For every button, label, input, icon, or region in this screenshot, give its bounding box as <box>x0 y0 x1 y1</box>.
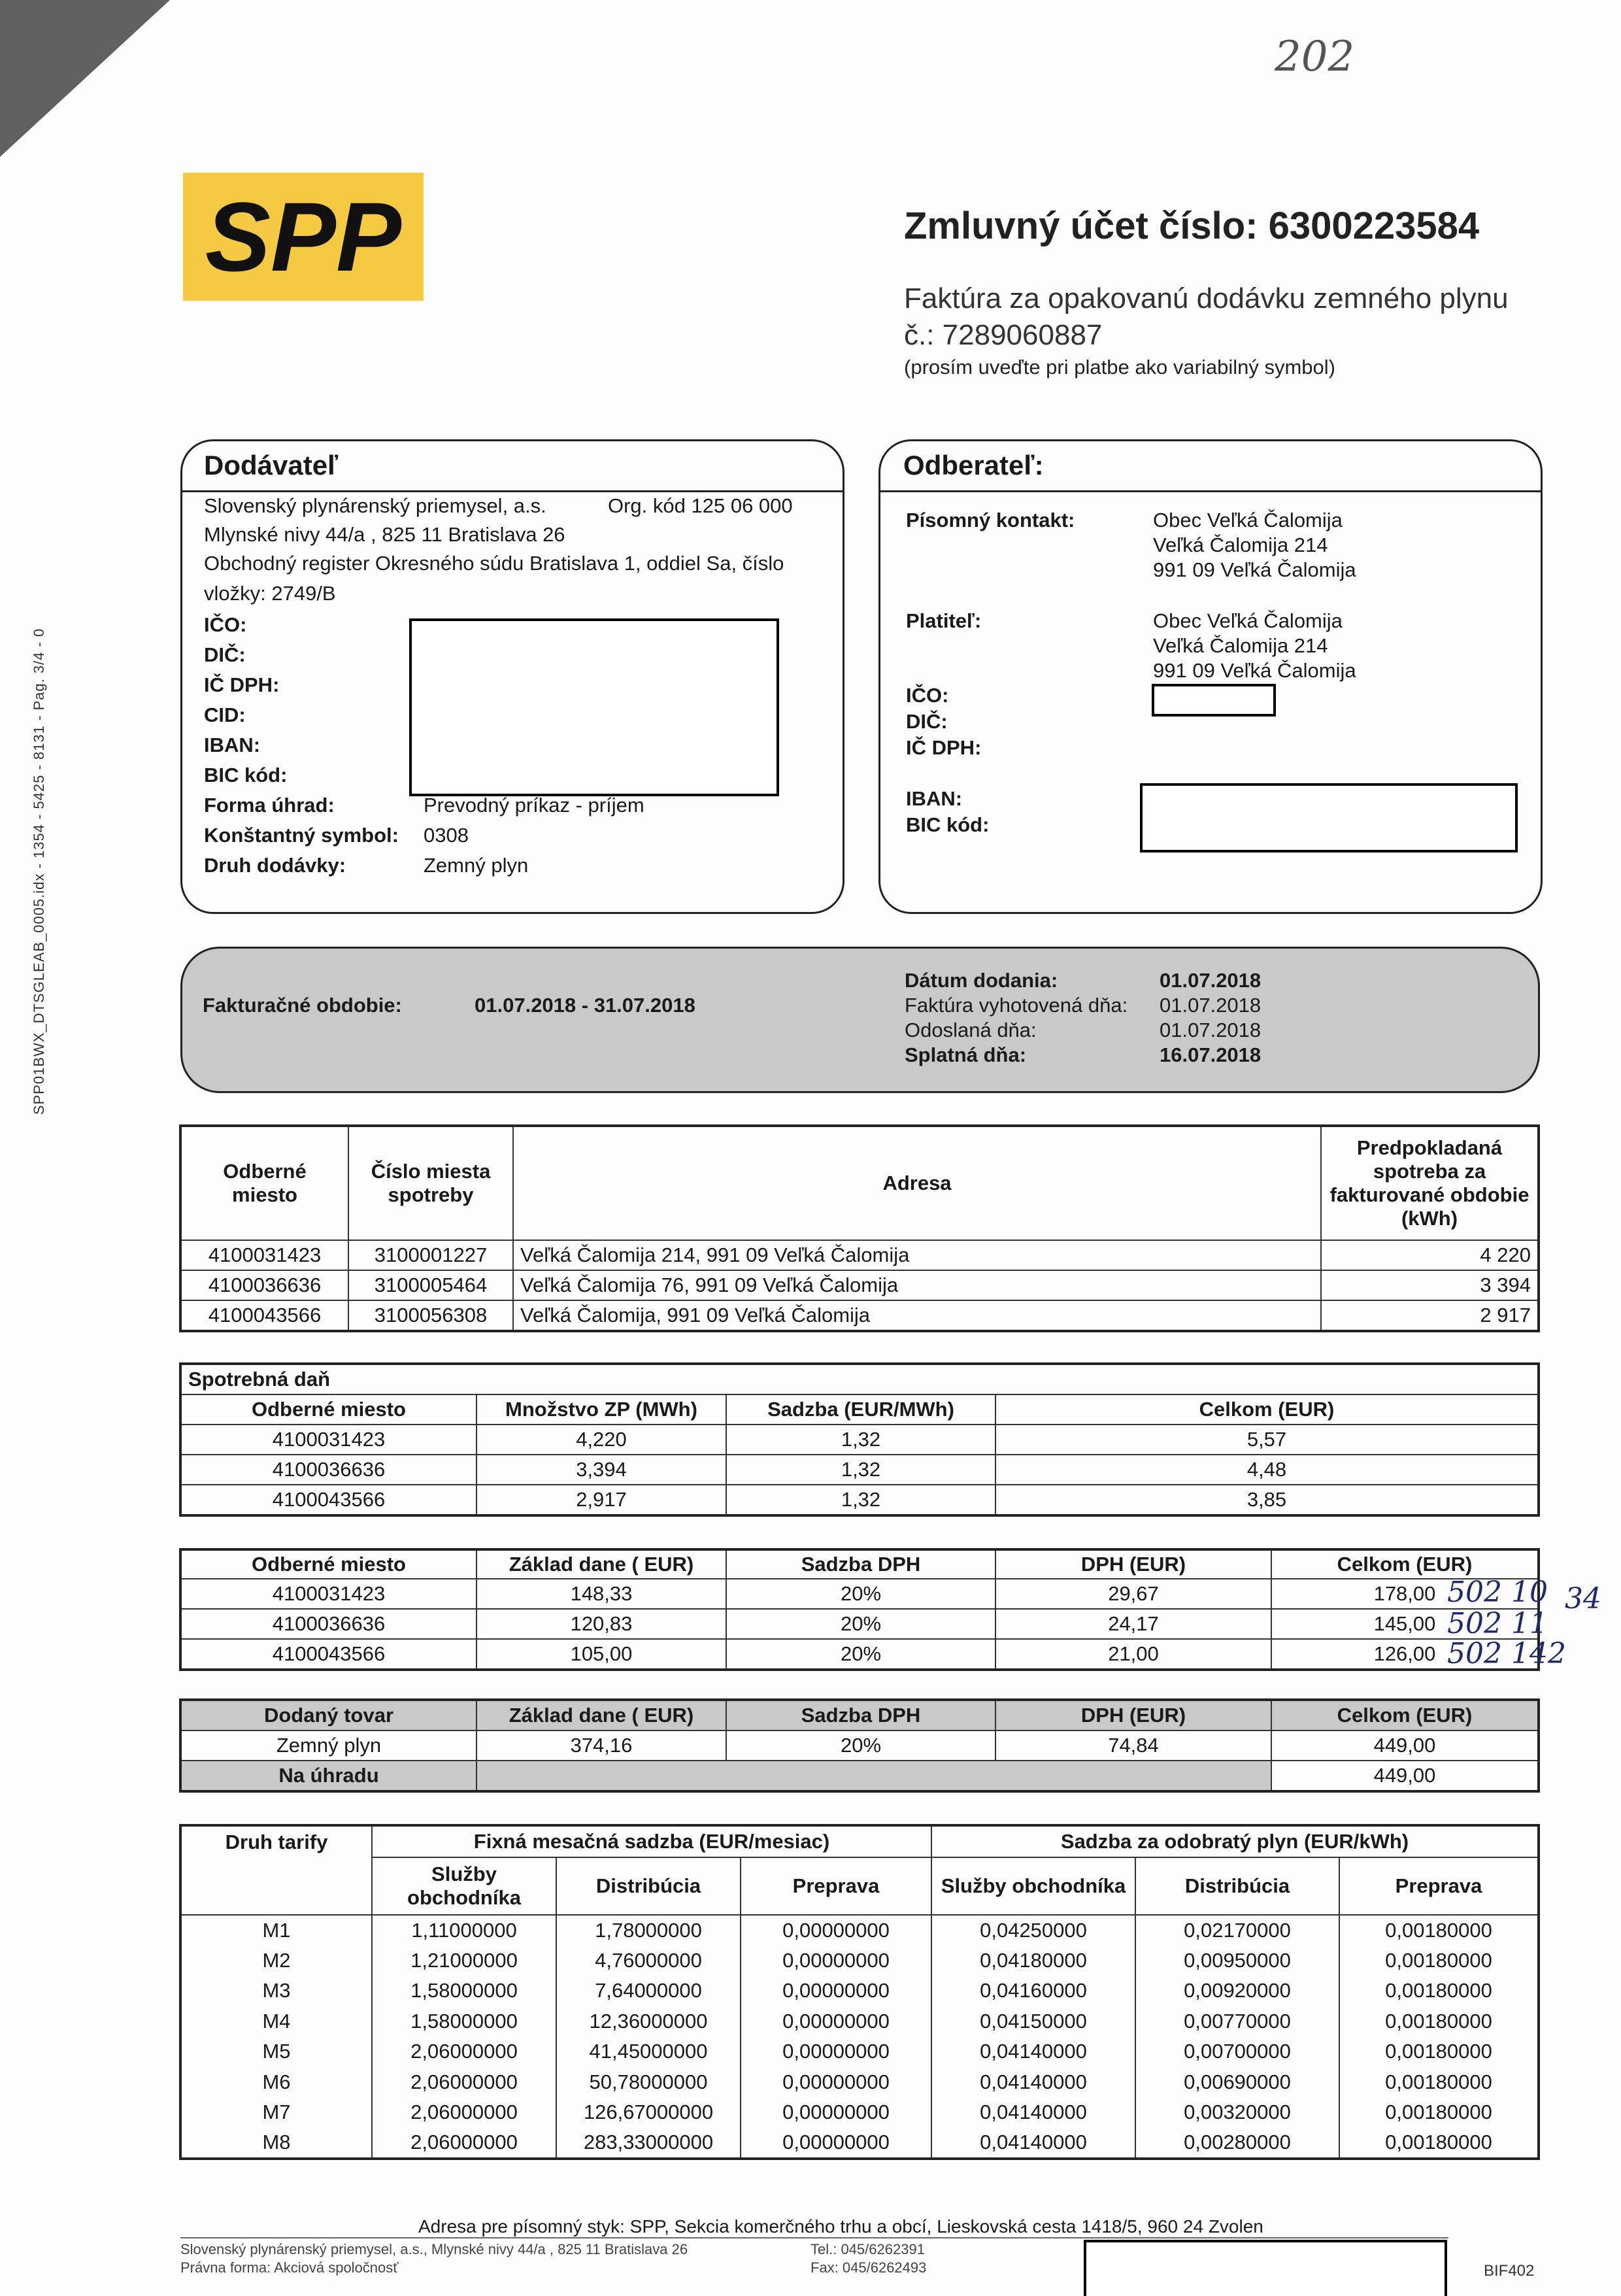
tariff-cell: 0,04140000 <box>931 2097 1135 2128</box>
customer-iban-label: IBAN: <box>906 787 963 810</box>
tariff-cell: M3 <box>181 1976 372 2006</box>
tariff-cell: 0,00320000 <box>1135 2097 1339 2128</box>
tariff-cell: 0,00700000 <box>1135 2036 1339 2067</box>
table-row <box>181 1730 1538 1761</box>
table-cell: 29,67 <box>995 1579 1271 1609</box>
contact-line: Obec Veľká Čalomija <box>1153 509 1343 532</box>
tariff-cell: 0,04180000 <box>931 1946 1135 1976</box>
table-cell: 3,394 <box>476 1455 726 1485</box>
tariff-row <box>181 1976 1538 2006</box>
amount-due-value: 449,00 <box>1271 1761 1538 1791</box>
tariff-row <box>181 2097 1538 2128</box>
table-row <box>181 1425 1538 1455</box>
customer-ico-label: IČO: <box>906 684 949 707</box>
tariff-cell: 0,04140000 <box>931 2128 1135 2159</box>
tariff-cell: M2 <box>181 1946 372 1976</box>
tariff-cell: 0,00000000 <box>741 2006 931 2037</box>
table-cell: Odberné miesto <box>181 1550 476 1579</box>
tariff-cell: 0,00000000 <box>741 1976 931 2006</box>
delivery-date-label: Dátum dodania: <box>905 969 1058 992</box>
table-cell: Dodaný tovar <box>181 1700 476 1730</box>
invoice-number: č.: 7289060887 <box>904 319 1103 351</box>
tariff-cell: 0,04250000 <box>931 1915 1135 1946</box>
sent-label: Odoslaná dňa: <box>905 1019 1037 1041</box>
contact-line: Veľká Čalomija 214 <box>1153 533 1328 556</box>
supplier-dic-label: DIČ: <box>204 643 246 666</box>
tariff-cell: 2,06000000 <box>372 2067 556 2098</box>
table-cell: Sadzba za odobratý plyn (EUR/kWh) <box>931 1826 1538 1857</box>
table-row <box>181 1394 1538 1425</box>
table-cell: 1,32 <box>726 1455 995 1485</box>
table-cell: 2,917 <box>476 1485 726 1515</box>
table-cell: Celkom (EUR) <box>1271 1550 1538 1579</box>
table-row <box>181 1270 1538 1300</box>
table-cell: 4100043566 <box>181 1639 476 1669</box>
issued-value: 01.07.2018 <box>1160 994 1262 1017</box>
delivery-type-label: Druh dodávky: <box>204 854 346 877</box>
form-code: BIF402 <box>1484 2262 1535 2280</box>
tariff-cell: 0,02170000 <box>1135 1915 1339 1946</box>
handwritten-note: 502 10 <box>1447 1576 1548 1609</box>
tariff-cell: 0,00000000 <box>741 1915 931 1946</box>
table-cell: Odberné miesto <box>181 1394 476 1425</box>
tariff-cell: 7,64000000 <box>556 1976 741 2006</box>
consumption-places-table <box>180 1126 1539 1331</box>
table-cell: Sadzba DPH <box>726 1550 995 1579</box>
excise-tax-table <box>180 1364 1539 1515</box>
account-number-title: Zmluvný účet číslo: 6300223584 <box>904 205 1480 247</box>
tariff-cell: 0,00180000 <box>1339 2036 1538 2067</box>
table-cell: Zemný plyn <box>181 1730 476 1761</box>
table-row <box>181 1300 1538 1330</box>
table-cell: Celkom (EUR) <box>995 1394 1538 1425</box>
tariff-cell: 0,00180000 <box>1339 1946 1538 1976</box>
tariff-cell: M8 <box>181 2128 372 2159</box>
tariff-cell: 0,00920000 <box>1135 1976 1339 2006</box>
payer-line: 991 09 Veľká Čalomija <box>1153 659 1356 682</box>
due-date-value: 16.07.2018 <box>1160 1043 1262 1066</box>
invoice-title: Faktúra za opakovanú dodávku zemného plynu <box>904 282 1509 314</box>
handwritten-note: 502 11 <box>1447 1607 1548 1640</box>
tariff-cell: 12,36000000 <box>556 2006 741 2037</box>
tariff-cell: 1,21000000 <box>372 1946 556 1976</box>
table-cell: Druh tarify <box>181 1826 372 1915</box>
table-cell: 3100005464 <box>348 1270 513 1300</box>
table-cell: 3100001227 <box>348 1240 513 1270</box>
handwritten-note: 502 142 <box>1447 1637 1566 1670</box>
table-cell: 3,85 <box>995 1485 1538 1515</box>
table-cell: 3100056308 <box>348 1300 513 1330</box>
supplier-org-code: Org. kód 125 06 000 <box>608 494 793 517</box>
table-cell: 1,32 <box>726 1485 995 1515</box>
company-info: Slovenský plynárenský priemysel, a.s., Mlynské nivy 44/a , 825 11 Bratislava 26 <box>180 2241 688 2257</box>
table-cell: Základ dane ( EUR) <box>476 1550 726 1579</box>
supplier-bic-label: BIC kód: <box>204 764 288 786</box>
table-cell: 74,84 <box>995 1730 1271 1761</box>
table-cell: Na úhradu <box>181 1761 476 1791</box>
handwritten-note: 34 <box>1565 1582 1601 1615</box>
tariff-cell: M4 <box>181 2006 372 2037</box>
supplier-ico-label: IČO: <box>204 613 247 636</box>
table-row <box>181 1700 1538 1730</box>
table-cell: 148,33 <box>476 1579 726 1609</box>
customer-icdph-label: IČ DPH: <box>906 736 982 759</box>
tariff-table <box>180 1825 1539 2159</box>
table-cell: 374,16 <box>476 1730 726 1761</box>
payer-label: Platiteľ: <box>906 609 982 632</box>
supplier-address: Mlynské nivy 44/a , 825 11 Bratislava 26 <box>204 523 565 546</box>
sent-value: 01.07.2018 <box>1160 1019 1262 1041</box>
tariff-cell: 0,00180000 <box>1339 2097 1538 2128</box>
supplier-cid-label: CID: <box>204 703 246 726</box>
table-cell: 4100036636 <box>181 1270 348 1300</box>
table-row <box>181 1826 1538 1857</box>
supplier-iban-label: IBAN: <box>204 734 261 756</box>
table-cell: 449,00 <box>1271 1730 1538 1761</box>
table-cell: Veľká Čalomija 214, 991 09 Veľká Čalomija <box>513 1240 1321 1270</box>
tariff-cell: 2,06000000 <box>372 2097 556 2128</box>
table-cell: 145,00 <box>1271 1609 1538 1639</box>
constant-symbol-label: Konštantný symbol: <box>204 824 399 847</box>
table-cell: 4 220 <box>1321 1240 1538 1270</box>
table-row <box>181 1609 1538 1639</box>
table-row <box>181 1579 1538 1609</box>
table-cell: Veľká Čalomija 76, 991 09 Veľká Čalomija <box>513 1270 1321 1300</box>
table-cell: 20% <box>726 1730 995 1761</box>
table-row <box>181 1126 1538 1240</box>
table-cell: 3 394 <box>1321 1270 1538 1300</box>
table-cell: 2 917 <box>1321 1300 1538 1330</box>
tariff-cell: 126,67000000 <box>556 2097 741 2128</box>
excise-title: Spotrebná daň <box>181 1364 1538 1394</box>
table-cell: DPH (EUR) <box>995 1550 1271 1579</box>
table-cell: Distribúcia <box>1135 1857 1339 1915</box>
tariff-cell: 0,00000000 <box>741 2036 931 2067</box>
tariff-cell: 0,04140000 <box>931 2067 1135 2098</box>
table-cell: Veľká Čalomija, 991 09 Veľká Čalomija <box>513 1300 1321 1330</box>
tariff-row <box>181 2067 1538 2098</box>
table-cell: Množstvo ZP (MWh) <box>476 1394 726 1425</box>
table-cell: 20% <box>726 1579 995 1609</box>
table-cell: Celkom (EUR) <box>1271 1700 1538 1730</box>
tariff-cell: 1,58000000 <box>372 2006 556 2037</box>
vat-table <box>180 1549 1539 1670</box>
table-cell: 20% <box>726 1639 995 1669</box>
legal-form: Právna forma: Akciová spoločnosť <box>180 2259 399 2276</box>
tariff-cell: 4,76000000 <box>556 1946 741 1976</box>
table-cell: 178,00 <box>1271 1579 1538 1609</box>
billing-period-value: 01.07.2018 - 31.07.2018 <box>475 994 695 1017</box>
tariff-cell: 0,00000000 <box>741 2067 931 2098</box>
tariff-cell: 0,04140000 <box>931 2036 1135 2067</box>
tariff-cell: 0,00770000 <box>1135 2006 1339 2037</box>
table-row <box>181 1639 1538 1669</box>
tariff-cell: 0,00280000 <box>1135 2128 1339 2159</box>
redacted-block <box>409 618 779 796</box>
table-cell: Preprava <box>741 1857 931 1915</box>
supplier-name: Slovenský plynárenský priemysel, a.s. <box>204 494 546 517</box>
table-cell: Základ dane ( EUR) <box>476 1700 726 1730</box>
redacted-footer <box>1084 2240 1447 2296</box>
tariff-cell: 0,00690000 <box>1135 2067 1339 2098</box>
supplier-title: Dodávateľ <box>204 450 339 481</box>
logo-text: SPP <box>205 182 402 292</box>
tariff-cell: M6 <box>181 2067 372 2098</box>
tariff-cell: M1 <box>181 1915 372 1946</box>
redacted-iban <box>1140 783 1518 853</box>
tariff-cell: 1,11000000 <box>372 1915 556 1946</box>
tariff-cell: 0,00000000 <box>741 2097 931 2128</box>
table-cell: 126,00 <box>1271 1639 1538 1669</box>
tariff-cell: 0,00180000 <box>1339 2067 1538 2098</box>
tariff-cell: 41,45000000 <box>556 2036 741 2067</box>
table-cell: Preprava <box>1339 1857 1538 1915</box>
tariff-row <box>181 2036 1538 2067</box>
redacted-ico <box>1152 684 1276 717</box>
supplier-icdph-label: IČ DPH: <box>204 673 280 696</box>
contact-line: 991 09 Veľká Čalomija <box>1153 558 1356 581</box>
table-cell: 4100036636 <box>181 1455 476 1485</box>
delivery-type-value: Zemný plyn <box>424 854 529 877</box>
tariff-cell: 1,78000000 <box>556 1915 741 1946</box>
table-cell: DPH (EUR) <box>995 1700 1271 1730</box>
table-cell: Sadzba (EUR/MWh) <box>726 1394 995 1425</box>
table-cell: 4100043566 <box>181 1485 476 1515</box>
table-cell: 21,00 <box>995 1639 1271 1669</box>
issued-label: Faktúra vyhotovená dňa: <box>905 994 1128 1017</box>
table-cell <box>476 1761 1271 1791</box>
tariff-cell: 50,78000000 <box>556 2067 741 2098</box>
table-row <box>181 1857 1538 1915</box>
col-header: Odberné miesto <box>181 1126 348 1240</box>
table-cell: 5,57 <box>995 1425 1538 1455</box>
table-row <box>181 1240 1538 1270</box>
payer-line: Obec Veľká Čalomija <box>1153 609 1343 632</box>
invoice-note: (prosím uveďte pri platbe ako variabilný symbol) <box>904 356 1335 379</box>
table-cell: 4100031423 <box>181 1579 476 1609</box>
contact-label: Písomný kontakt: <box>906 509 1075 532</box>
table-row <box>181 1550 1538 1579</box>
table-row <box>181 1485 1538 1515</box>
table-cell: 4,220 <box>476 1425 726 1455</box>
totals-table <box>180 1700 1539 1791</box>
table-cell: 4100043566 <box>181 1300 348 1330</box>
fax: Fax: 045/6262493 <box>811 2259 927 2276</box>
tariff-cell: M7 <box>181 2097 372 2128</box>
spp-logo <box>183 173 424 301</box>
col-header: Predpokladaná spotreba za fakturované obdobie (kWh) <box>1321 1126 1538 1240</box>
col-header: Adresa <box>513 1126 1321 1240</box>
tariff-cell: 2,06000000 <box>372 2128 556 2159</box>
table-cell: Služby obchodníka <box>931 1857 1135 1915</box>
tariff-cell: 0,00180000 <box>1339 1915 1538 1946</box>
delivery-date-value: 01.07.2018 <box>1160 969 1262 992</box>
tariff-cell: 0,00950000 <box>1135 1946 1339 1976</box>
table-cell: 120,83 <box>476 1609 726 1639</box>
supplier-register: Obchodný register Okresného súdu Bratislava 1, oddiel Sa, číslo <box>204 552 784 575</box>
table-row <box>181 1455 1538 1485</box>
tariff-row <box>181 2006 1538 2037</box>
billing-period-label: Fakturačné obdobie: <box>203 994 402 1017</box>
table-cell: 4100031423 <box>181 1425 476 1455</box>
table-cell: 105,00 <box>476 1639 726 1669</box>
tariff-cell: 1,58000000 <box>372 1976 556 2006</box>
tariff-cell: M5 <box>181 2036 372 2067</box>
tariff-cell: 0,00000000 <box>741 2128 931 2159</box>
table-cell: Sadzba DPH <box>726 1700 995 1730</box>
amount-due-row <box>181 1761 1538 1791</box>
tariff-cell: 0,00180000 <box>1339 2128 1538 2159</box>
table-cell: Služby obchodníka <box>372 1857 556 1915</box>
billing-period-box <box>180 947 1540 1093</box>
tariff-cell: 0,00180000 <box>1339 2006 1538 2037</box>
payment-label: Forma úhrad: <box>204 794 335 817</box>
due-date-label: Splatná dňa: <box>905 1043 1027 1066</box>
tariff-cell: 0,00000000 <box>741 1946 931 1976</box>
tariff-cell: 0,04160000 <box>931 1976 1135 2006</box>
tariff-cell: 0,00180000 <box>1339 1976 1538 2006</box>
table-cell: 4100036636 <box>181 1609 476 1639</box>
table-cell: 24,17 <box>995 1609 1271 1639</box>
table-cell: Distribúcia <box>556 1857 741 1915</box>
tariff-cell: 283,33000000 <box>556 2128 741 2159</box>
customer-bic-label: BIC kód: <box>906 813 990 836</box>
supplier-register-2: vložky: 2749/B <box>204 582 336 605</box>
constant-symbol-value: 0308 <box>424 824 469 847</box>
table-cell: 20% <box>726 1609 995 1639</box>
customer-dic-label: DIČ: <box>906 710 948 733</box>
table-cell: Fixná mesačná sadzba (EUR/mesiac) <box>372 1826 931 1857</box>
scan-index-text: SPP01BWX_DTSGLEAB_0005.idx - 1354 - 5425 - 8131 - Pag. 3/4 - 0 <box>31 628 47 1115</box>
table-row <box>181 1364 1538 1394</box>
payer-line: Veľká Čalomija 214 <box>1153 634 1328 657</box>
page-fold-corner <box>0 0 170 157</box>
handwritten-page-number: 202 <box>1275 33 1355 81</box>
tariff-cell: 2,06000000 <box>372 2036 556 2067</box>
table-cell: 4100031423 <box>181 1240 348 1270</box>
telephone: Tel.: 045/6262391 <box>811 2241 925 2257</box>
tariff-row <box>181 1946 1538 1976</box>
correspondence-address: Adresa pre písomný styk: SPP, Sekcia komerčného trhu a obcí, Lieskovská cesta 1418/5, 960 24 Zvolen <box>418 2216 1263 2237</box>
payment-value: Prevodný príkaz - príjem <box>424 794 644 817</box>
tariff-row <box>181 2128 1538 2159</box>
tariff-cell: 0,04150000 <box>931 2006 1135 2037</box>
tariff-row <box>181 1915 1538 1946</box>
customer-title: Odberateľ: <box>903 450 1044 481</box>
table-cell: 4,48 <box>995 1455 1538 1485</box>
col-header: Číslo miesta spotreby <box>348 1126 513 1240</box>
table-cell: 1,32 <box>726 1425 995 1455</box>
